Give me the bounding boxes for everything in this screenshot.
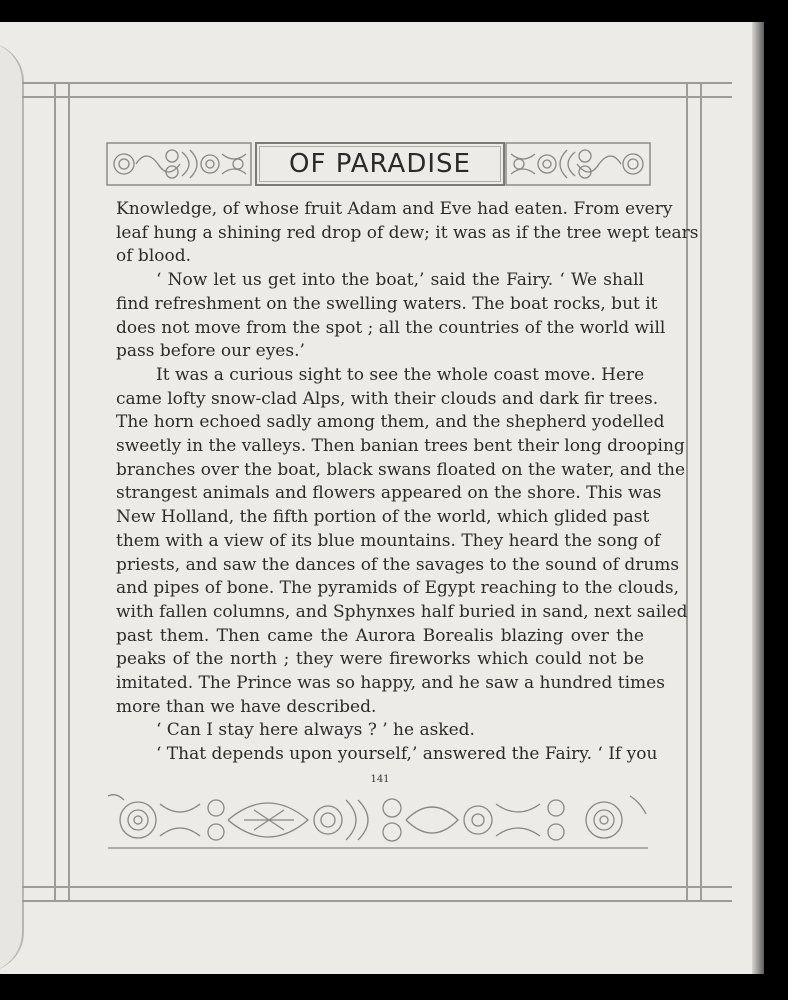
header-ornament-right-icon <box>505 142 651 186</box>
text-line: ‘ Now let us get into the boat,’ said the Fairy. ‘ We shall <box>156 270 644 291</box>
header-ornament-left-icon <box>106 142 252 186</box>
border-rule-left-outer <box>54 82 56 902</box>
text-line: peaks of the north ; they were fireworks which could not be <box>116 649 644 670</box>
text-line: The horn echoed sadly among them, and the shepherd yodelled <box>116 412 665 433</box>
chapter-title-box <box>255 142 505 186</box>
text-line: pass before our eyes.’ <box>116 341 305 362</box>
text-line: with fallen columns, and Sphynxes half buried in sand, next sailed <box>116 601 688 622</box>
page-number: 141 <box>370 774 390 785</box>
text-line: find refreshment on the swelling waters. The boat rocks, but it <box>116 293 658 314</box>
border-rule-top-outer <box>22 82 732 84</box>
page-gutter <box>0 42 24 972</box>
border-rule-bottom-inner <box>22 886 732 888</box>
border-rule-right-outer <box>700 82 702 902</box>
border-rule-top-inner <box>22 96 732 98</box>
border-rule-right-inner <box>686 82 688 902</box>
text-line: came lofty snow-clad Alps, with their clouds and dark fir trees. <box>116 388 659 409</box>
page-body-text <box>116 198 699 767</box>
text-line: priests, and saw the dances of the savages to the sound of drums <box>116 554 680 575</box>
page-edge <box>752 22 764 974</box>
text-line: ‘ That depends upon yourself,’ answered the Fairy. ‘ If you <box>156 744 658 765</box>
border-rule-left-inner <box>68 82 70 902</box>
text-line: and pipes of bone. The pyramids of Egypt reaching to the clouds, <box>116 578 679 599</box>
text-line: strangest animals and flowers appeared on the shore. This was <box>116 483 662 504</box>
text-line: does not move from the spot ; all the countries of the world will <box>116 317 666 338</box>
text-line: branches over the boat, black swans floated on the water, and the <box>116 459 686 480</box>
border-rule-bottom-outer <box>22 900 732 902</box>
text-line: them with a view of its blue mountains. They heard the song of <box>116 530 661 551</box>
text-line: more than we have described. <box>116 696 377 717</box>
text-line: ‘ Can I stay here always ? ’ he asked. <box>156 720 475 741</box>
text-line: New Holland, the fifth portion of the world, which glided past <box>116 507 650 528</box>
text-line: sweetly in the valleys. Then banian trees bent their long drooping <box>116 436 685 457</box>
text-line: leaf hung a shining red drop of dew; it was as if the tree wept tears <box>116 222 699 243</box>
text-line: past them. Then came the Aurora Borealis blazing over the <box>116 625 644 646</box>
chapter-title: OF PARADISE <box>289 149 471 179</box>
text-line: It was a curious sight to see the whole coast move. Here <box>156 364 645 385</box>
text-line: imitated. The Prince was so happy, and he saw a hundred times <box>116 673 665 694</box>
text-line: of blood. <box>116 246 192 267</box>
text-line: Knowledge, of whose fruit Adam and Eve had eaten. From every <box>116 199 673 219</box>
footer-ornament-icon <box>104 790 652 850</box>
